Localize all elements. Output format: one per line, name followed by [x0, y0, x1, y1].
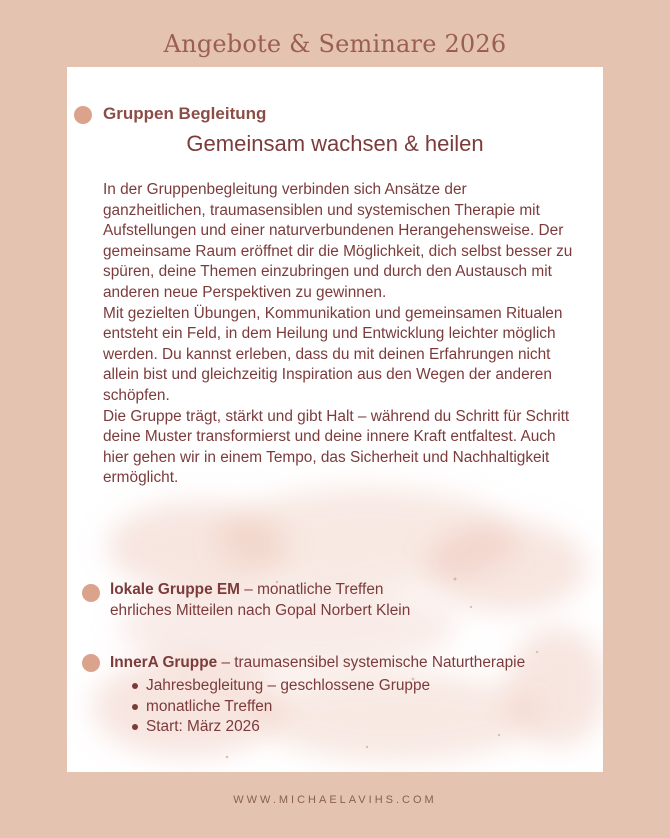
- list-item: monatliche Treffen: [146, 697, 430, 718]
- list-item: Start: März 2026: [146, 717, 430, 738]
- content-card: [67, 67, 603, 772]
- offer-subtitle: ehrliches Mitteilen nach Gopal Norbert Klein: [110, 602, 411, 619]
- section-label: Gruppen Begleitung: [103, 104, 267, 123]
- offer-description: – monatliche Treffen: [240, 581, 384, 598]
- section-dot: [74, 106, 92, 124]
- description-text: [103, 180, 573, 489]
- offer-name: InnerA Gruppe: [110, 654, 218, 671]
- offer-title: [110, 581, 383, 599]
- section-title: Gemeinsam wachsen & heilen: [186, 131, 484, 156]
- paragraph: Mit gezielten Übungen, Kommunikation und gemeinsamen Ritualen entsteht ein Feld, in dem Heilung und Entwicklung leichter möglich werden. Du kannst erleben, dass du mit deinen Erfahrungen nicht allein bist und gleichzeitig Inspiration aus den Wegen der anderen schöpfen.: [103, 304, 563, 404]
- offer-name: lokale Gruppe EM: [110, 581, 240, 598]
- offer-dot: [82, 654, 100, 672]
- website-link[interactable]: WWW.MICHAELAVIHS.COM: [233, 794, 437, 806]
- offer-bullet-list: [110, 676, 430, 738]
- offer-description: – traumasensibel systemische Naturtherapie: [217, 654, 526, 671]
- list-item: Jahresbegleitung – geschlossene Gruppe: [146, 676, 430, 697]
- paragraph: In der Gruppenbegleitung verbinden sich Ansätze der ganzheitlichen, traumasensiblen und systemischen Therapie mit Aufstellungen und einer naturverbundenen Herangehensweise. Der gemeinsame Raum eröffnet dir die Möglichkeit, dich selbst besser zu spüren, deine Themen einzubringen und durch den Austausch mit anderen neue Perspektiven zu gewinnen.: [103, 181, 573, 301]
- offer-dot: [82, 584, 100, 602]
- page-title: Angebote & Seminare 2026: [163, 30, 507, 58]
- paragraph: Die Gruppe trägt, stärkt und gibt Halt – während du Schritt für Schritt deine Muster transformierst und deine innere Kraft entfaltest. Auch hier gehen wir in einem Tempo, das Sicherheit und Nachhaltigkeit ermöglicht.: [103, 407, 570, 487]
- offer-title: [110, 654, 525, 672]
